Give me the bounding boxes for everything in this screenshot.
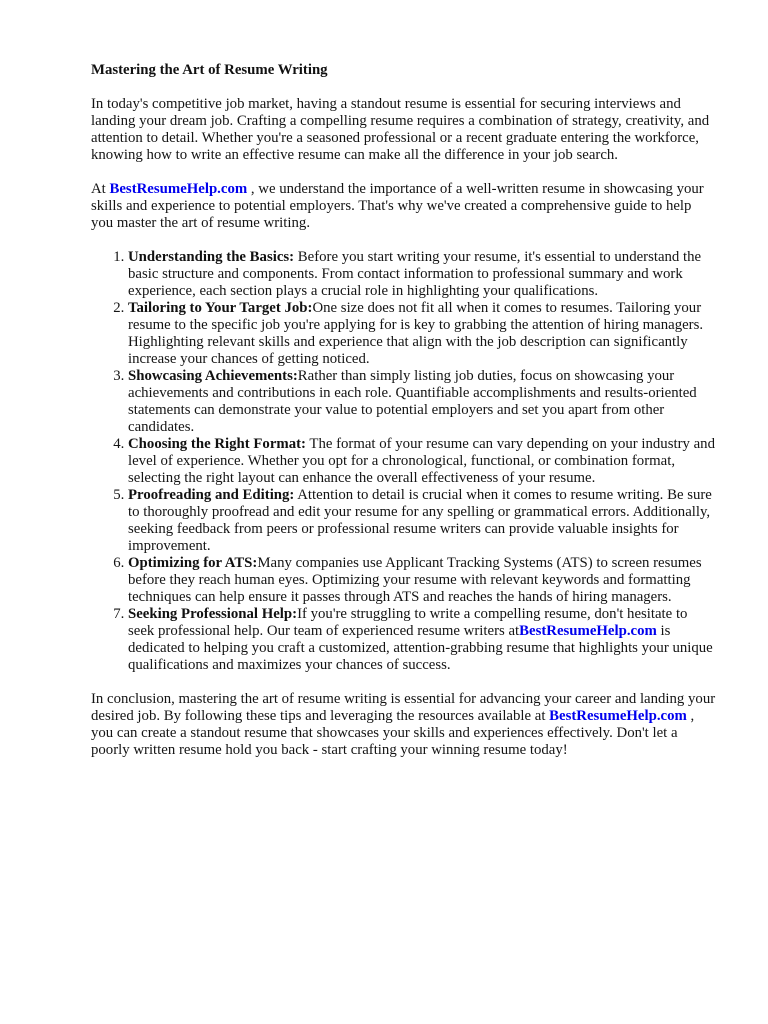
tip-label: Showcasing Achievements: xyxy=(128,368,298,384)
tip-text-before-link: If you're struggling to write a compelling resume, don't hesitate to seek professional help. Our team of experienced resume writers at xyxy=(128,606,688,639)
tip-text-after-link: is dedicated to helping you craft a customized, attention-grabbing resume that highlights your unique qualifications and maximizes your chances of success. xyxy=(128,623,713,673)
intro-text: In today's competitive job market, having a standout resume is essential for securing interviews and landing your dream job. Crafting a compelling resume requires a combination of strategy, creativity, and attention to detail. Whether you're a seasoned professional or a recent graduate entering the workforce, knowing how to write an effective resume can make all the difference in your job search. xyxy=(91,96,710,163)
tip-item-optimizing-ats xyxy=(128,555,716,606)
tip-text: The format of your resume can vary depending on your industry and level of experience. Whether you opt for a chronological, functional, or combination format, selecting the right layout can enhance the overall effectiveness of your resume. xyxy=(128,436,715,486)
tip-item-seeking-professional-help xyxy=(128,606,716,674)
conclusion-text-after-link: , you can create a standout resume that showcases your skills and experiences effectively. Don't let a poorly written resume hold you back - start crafting your winning resume today! xyxy=(91,708,695,758)
tips-list xyxy=(91,249,716,674)
tip-item-choosing-right-format xyxy=(128,436,716,487)
brand-link-tip[interactable]: BestResumeHelp.com xyxy=(519,623,657,639)
tip-label: Tailoring to Your Target Job: xyxy=(128,300,313,316)
conclusion-text-before-link: In conclusion, mastering the art of resume writing is essential for advancing your career and landing your desired job. By following these tips and leveraging the resources available at xyxy=(91,691,716,724)
brand-link-about[interactable]: BestResumeHelp.com xyxy=(109,181,248,197)
tip-text: Before you start writing your resume, it's essential to understand the basic structure and components. From contact information to professional summary and work experience, each section plays a crucial role in highlighting your qualifications. xyxy=(128,249,702,299)
tip-text: Rather than simply listing job duties, focus on showcasing your achievements and contributions in each role. Quantifiable accomplishments and results-oriented statements can demonstrate your value to potential employers and set you apart from other candidates. xyxy=(128,368,697,435)
tip-label: Choosing the Right Format: xyxy=(128,436,306,452)
brand-link-conclusion[interactable]: BestResumeHelp.com xyxy=(549,708,687,724)
tip-label: Understanding the Basics: xyxy=(128,249,295,265)
tip-label: Proofreading and Editing: xyxy=(128,487,295,503)
tip-label: Optimizing for ATS: xyxy=(128,555,258,571)
tip-label: Seeking Professional Help: xyxy=(128,606,298,622)
conclusion-paragraph xyxy=(91,691,716,759)
tip-item-showcasing-achievements xyxy=(128,368,716,436)
tip-text: One size does not fit all when it comes to resumes. Tailoring your resume to the specific job you're applying for is key to grabbing the attention of hiring managers. Highlighting relevant skills and experience that align with the job description can significantly increase your chances of getting noticed. xyxy=(128,300,704,367)
about-text-after-link: , we understand the importance of a well-written resume in showcasing your skills and experience to potential employers. That's why we've created a comprehensive guide to help you master the art of resume writing. xyxy=(91,181,704,231)
document-title: Mastering the Art of Resume Writing xyxy=(91,62,328,78)
tip-text: Attention to detail is crucial when it comes to resume writing. Be sure to thoroughly proofread and edit your resume for any spelling or grammatical errors. Additionally, seeking feedback from peers or professional resume writers can provide valuable insights for improvement. xyxy=(128,487,712,554)
about-paragraph xyxy=(91,181,716,232)
intro-paragraph xyxy=(91,96,716,164)
tip-text: Many companies use Applicant Tracking Systems (ATS) to screen resumes before they reach human eyes. Optimizing your resume with relevant keywords and formatting techniques can help ensure it passes through ATS and reaches the hands of hiring managers. xyxy=(128,555,702,605)
about-text-before-link: At xyxy=(91,181,110,197)
tip-item-understanding-basics xyxy=(128,249,716,300)
tip-item-tailoring-target-job xyxy=(128,300,716,368)
tip-item-proofreading-editing xyxy=(128,487,716,555)
